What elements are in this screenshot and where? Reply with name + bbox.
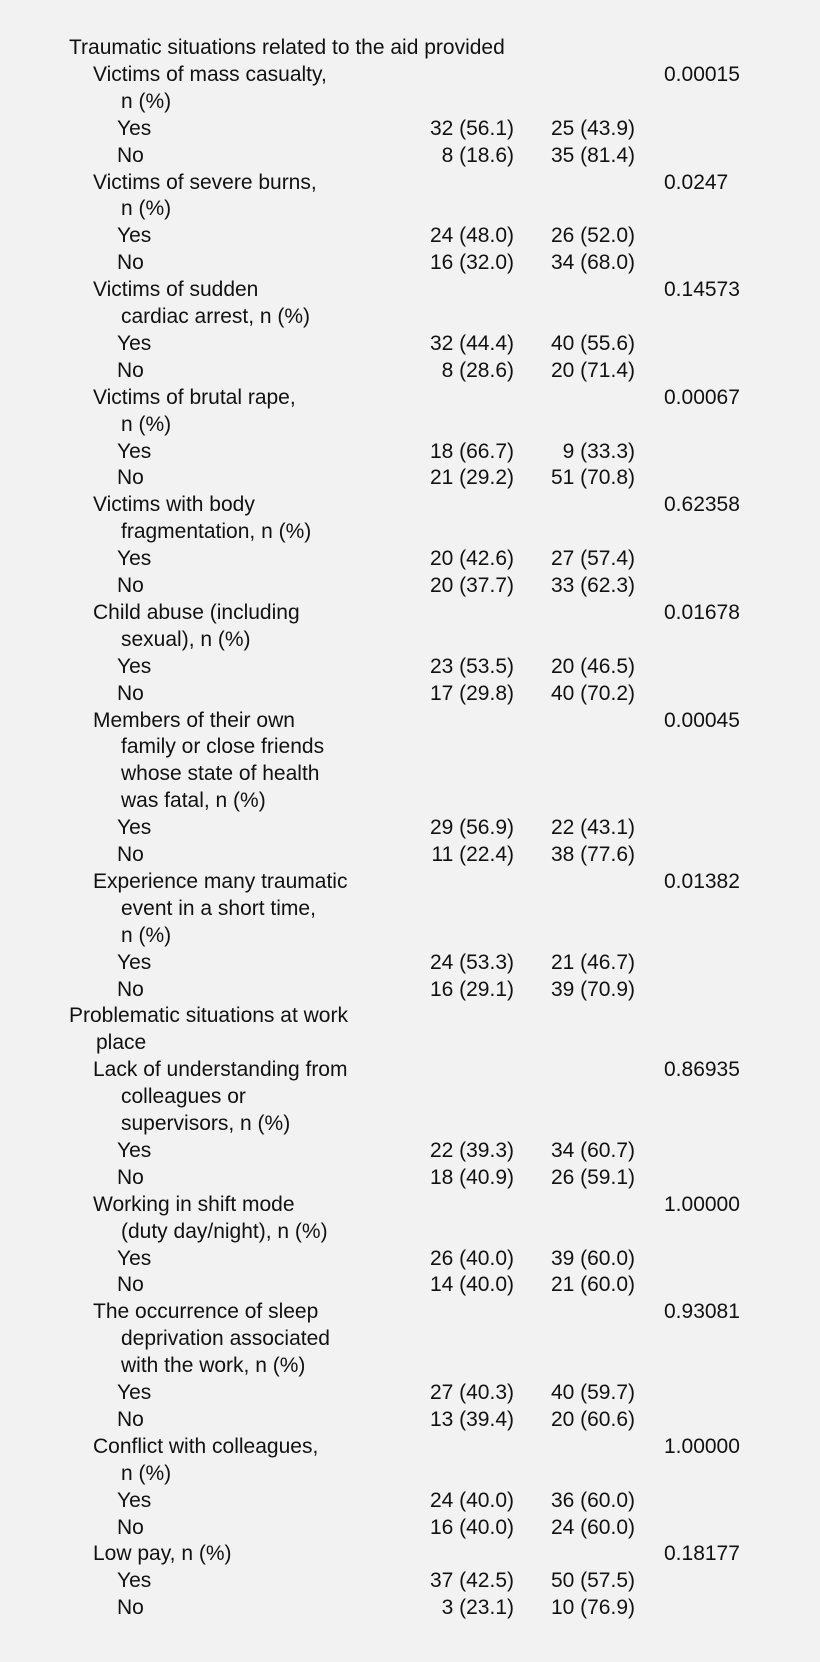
table-row — [0, 1110, 820, 1137]
row-label: whose state of health — [121, 762, 320, 786]
row-label: with the work, n (%) — [121, 1354, 306, 1378]
row-label: n (%) — [121, 412, 172, 436]
table-row — [0, 976, 820, 1003]
group1-value: 16 (32.0) — [429, 251, 514, 275]
group2-value: 36 (60.0) — [550, 1488, 635, 1512]
p-value: 0.18177 — [664, 1542, 740, 1566]
group2-value: 39 (60.0) — [550, 1246, 635, 1270]
row-label: Victims of brutal rape, — [93, 385, 296, 409]
p-value: 0.86935 — [664, 1058, 740, 1082]
row-label: Yes — [117, 1488, 152, 1512]
table-row — [0, 680, 820, 707]
group2-value: 50 (57.5) — [550, 1569, 635, 1593]
row-label: Victims of sudden — [93, 278, 259, 302]
row-label: colleagues or — [121, 1085, 246, 1109]
table-row — [0, 195, 820, 222]
group2-value: 24 (60.0) — [550, 1515, 635, 1539]
group2-value: 40 (59.7) — [550, 1381, 635, 1404]
table-row — [0, 1406, 820, 1433]
table-row — [0, 733, 820, 760]
table-row — [0, 491, 820, 518]
group2-value: 40 (55.6) — [550, 331, 635, 355]
group2-value: 34 (60.7) — [550, 1138, 635, 1162]
p-value: 0.00067 — [664, 385, 740, 409]
table-row — [0, 357, 820, 384]
table-row — [0, 1433, 820, 1460]
row-label: place — [96, 1031, 147, 1055]
group2-value: 39 (70.9) — [550, 977, 635, 1001]
row-label: Victims of severe burns, — [93, 170, 317, 194]
row-label: No — [117, 251, 144, 275]
p-value: 0.00015 — [664, 62, 740, 86]
group2-value: 20 (71.4) — [550, 358, 635, 382]
group2-value: 21 (60.0) — [550, 1273, 635, 1297]
group1-value: 3 (23.1) — [441, 1596, 514, 1620]
group1-value: 8 (28.6) — [441, 358, 514, 382]
row-label: supervisors, n (%) — [121, 1112, 291, 1135]
table-row — [0, 1164, 820, 1191]
row-label: Yes — [117, 547, 152, 571]
row-label: Traumatic situations related to the aid provided — [69, 36, 505, 59]
p-value: 0.14573 — [664, 278, 740, 302]
group1-value: 16 (40.0) — [429, 1515, 514, 1539]
group1-value: 24 (48.0) — [429, 224, 514, 248]
table-row — [0, 276, 820, 303]
row-label: Yes — [117, 1381, 152, 1404]
group1-value: 20 (37.7) — [429, 574, 514, 597]
row-label: n (%) — [121, 1461, 172, 1485]
group1-value: 11 (22.4) — [431, 843, 514, 866]
table-row — [0, 464, 820, 491]
row-label: No — [117, 1515, 144, 1539]
table-row — [0, 1245, 820, 1272]
table-row — [0, 841, 820, 868]
table-row — [0, 1271, 820, 1298]
table-row — [0, 438, 820, 465]
group1-value: 21 (29.2) — [429, 466, 514, 490]
table-row — [0, 411, 820, 438]
row-label: fragmentation, n (%) — [121, 520, 312, 544]
p-value: 0.01382 — [664, 869, 740, 893]
table-row — [0, 1567, 820, 1594]
p-value: 0.93081 — [664, 1300, 740, 1324]
table-row — [0, 707, 820, 734]
row-label: Low pay, n (%) — [93, 1542, 232, 1566]
group2-value: 38 (77.6) — [550, 843, 635, 866]
row-label: Lack of understanding from — [93, 1058, 348, 1082]
group1-value: 16 (29.1) — [429, 977, 514, 1001]
table-row — [0, 1029, 820, 1056]
row-label: No — [117, 977, 144, 1001]
row-label: n (%) — [121, 923, 172, 947]
row-label: Yes — [117, 1569, 152, 1593]
group2-value: 51 (70.8) — [550, 466, 635, 490]
table-row — [0, 1137, 820, 1164]
table-row — [0, 1083, 820, 1110]
row-label: Yes — [117, 1138, 152, 1162]
table-row — [0, 787, 820, 814]
row-label: n (%) — [121, 197, 172, 221]
row-label: Yes — [117, 654, 152, 678]
row-label: Yes — [117, 331, 152, 355]
row-label: cardiac arrest, n (%) — [121, 305, 311, 328]
row-label: No — [117, 466, 144, 490]
row-label: No — [117, 1596, 144, 1620]
row-label: (duty day/night), n (%) — [121, 1219, 328, 1243]
table-row — [0, 1514, 820, 1541]
table-row — [0, 303, 820, 330]
table-row — [0, 545, 820, 572]
row-label: No — [117, 358, 144, 382]
row-label: Conflict with colleagues, — [93, 1434, 319, 1458]
group2-value: 33 (62.3) — [550, 574, 635, 597]
group1-value: 26 (40.0) — [429, 1246, 514, 1270]
row-label: Working in shift mode — [93, 1192, 295, 1216]
p-value: 0.62358 — [664, 493, 740, 517]
table-row — [0, 518, 820, 545]
group2-value: 35 (81.4) — [550, 143, 635, 167]
group2-value: 26 (59.1) — [550, 1165, 635, 1189]
row-label: event in a short time, — [121, 896, 316, 920]
row-label: Members of their own — [93, 708, 295, 732]
table-row — [0, 88, 820, 115]
table-row — [0, 34, 820, 61]
table-row — [0, 115, 820, 142]
row-label: No — [117, 574, 144, 597]
table-row — [0, 249, 820, 276]
group2-value: 10 (76.9) — [550, 1596, 635, 1620]
table-row — [0, 868, 820, 895]
table-row — [0, 1352, 820, 1379]
row-label: No — [117, 843, 144, 866]
p-value: 0.01678 — [664, 600, 740, 624]
group1-value: 20 (42.6) — [429, 547, 514, 571]
group2-value: 34 (68.0) — [550, 251, 635, 275]
group1-value: 18 (66.7) — [429, 439, 514, 463]
row-label: Experience many traumatic — [93, 869, 348, 893]
group1-value: 22 (39.3) — [429, 1138, 514, 1162]
group1-value: 24 (53.3) — [429, 950, 514, 974]
table-row — [0, 1218, 820, 1245]
p-value: 0.00045 — [664, 708, 740, 732]
table-row — [0, 895, 820, 922]
table-row — [0, 61, 820, 88]
table-row — [0, 384, 820, 411]
table-row — [0, 949, 820, 976]
group1-value: 32 (44.4) — [429, 331, 514, 355]
row-label: No — [117, 1273, 144, 1297]
row-label: Victims with body — [93, 493, 255, 517]
table-row — [0, 653, 820, 680]
row-label: Yes — [117, 224, 152, 248]
group1-value: 29 (56.9) — [429, 816, 514, 840]
row-label: family or close friends — [121, 735, 325, 759]
p-value: 1.00000 — [664, 1192, 740, 1216]
group2-value: 20 (46.5) — [550, 654, 635, 678]
row-label: sexual), n (%) — [121, 627, 251, 651]
table-row — [0, 626, 820, 653]
row-label: Child abuse (including — [93, 600, 300, 624]
table-row — [0, 760, 820, 787]
group2-value: 22 (43.1) — [550, 816, 635, 840]
group1-value: 13 (39.4) — [429, 1407, 514, 1431]
row-label: No — [117, 1165, 144, 1189]
table-row — [0, 1594, 820, 1621]
table-row — [0, 1379, 820, 1406]
group1-value: 37 (42.5) — [429, 1569, 514, 1593]
group1-value: 23 (53.5) — [429, 654, 514, 678]
row-label: The occurrence of sleep — [93, 1300, 319, 1324]
table-row — [0, 1487, 820, 1514]
group1-value: 32 (56.1) — [429, 116, 514, 140]
row-label: Yes — [117, 439, 152, 463]
table-row — [0, 1191, 820, 1218]
row-label: Yes — [117, 950, 152, 974]
row-label: No — [117, 143, 144, 167]
group2-value: 9 (33.3) — [562, 439, 635, 463]
group2-value: 21 (46.7) — [550, 950, 635, 974]
group2-value: 25 (43.9) — [550, 116, 635, 140]
table-row — [0, 169, 820, 196]
group2-value: 26 (52.0) — [550, 224, 635, 248]
group2-value: 40 (70.2) — [550, 681, 635, 705]
group1-value: 18 (40.9) — [429, 1165, 514, 1189]
group1-value: 17 (29.8) — [429, 681, 514, 705]
row-label: Yes — [117, 116, 152, 140]
group1-value: 24 (40.0) — [429, 1488, 514, 1512]
table-row — [0, 1325, 820, 1352]
group1-value: 14 (40.0) — [429, 1273, 514, 1297]
table-row — [0, 1540, 820, 1567]
row-label: was fatal, n (%) — [121, 789, 266, 813]
table-row — [0, 330, 820, 357]
table-row — [0, 1298, 820, 1325]
group2-value: 20 (60.6) — [550, 1407, 635, 1431]
table-row — [0, 222, 820, 249]
p-value: 0.0247 — [664, 170, 729, 194]
p-value: 1.00000 — [664, 1434, 740, 1458]
table-row — [0, 572, 820, 599]
table-row — [0, 1002, 820, 1029]
table-row — [0, 142, 820, 169]
table-row — [0, 599, 820, 626]
row-label: deprivation associated — [121, 1327, 330, 1351]
table-row — [0, 1056, 820, 1083]
row-label: n (%) — [121, 89, 172, 113]
row-label: Victims of mass casualty, — [93, 62, 327, 86]
table-row — [0, 922, 820, 949]
group2-value: 27 (57.4) — [550, 547, 635, 571]
group1-value: 8 (18.6) — [441, 143, 514, 167]
row-label: Yes — [117, 816, 152, 840]
group1-value: 27 (40.3) — [429, 1381, 514, 1404]
row-label: Problematic situations at work — [69, 1004, 348, 1028]
row-label: Yes — [117, 1246, 152, 1270]
row-label: No — [117, 1407, 144, 1431]
row-label: No — [117, 681, 144, 705]
table-row — [0, 814, 820, 841]
table-row — [0, 1460, 820, 1487]
